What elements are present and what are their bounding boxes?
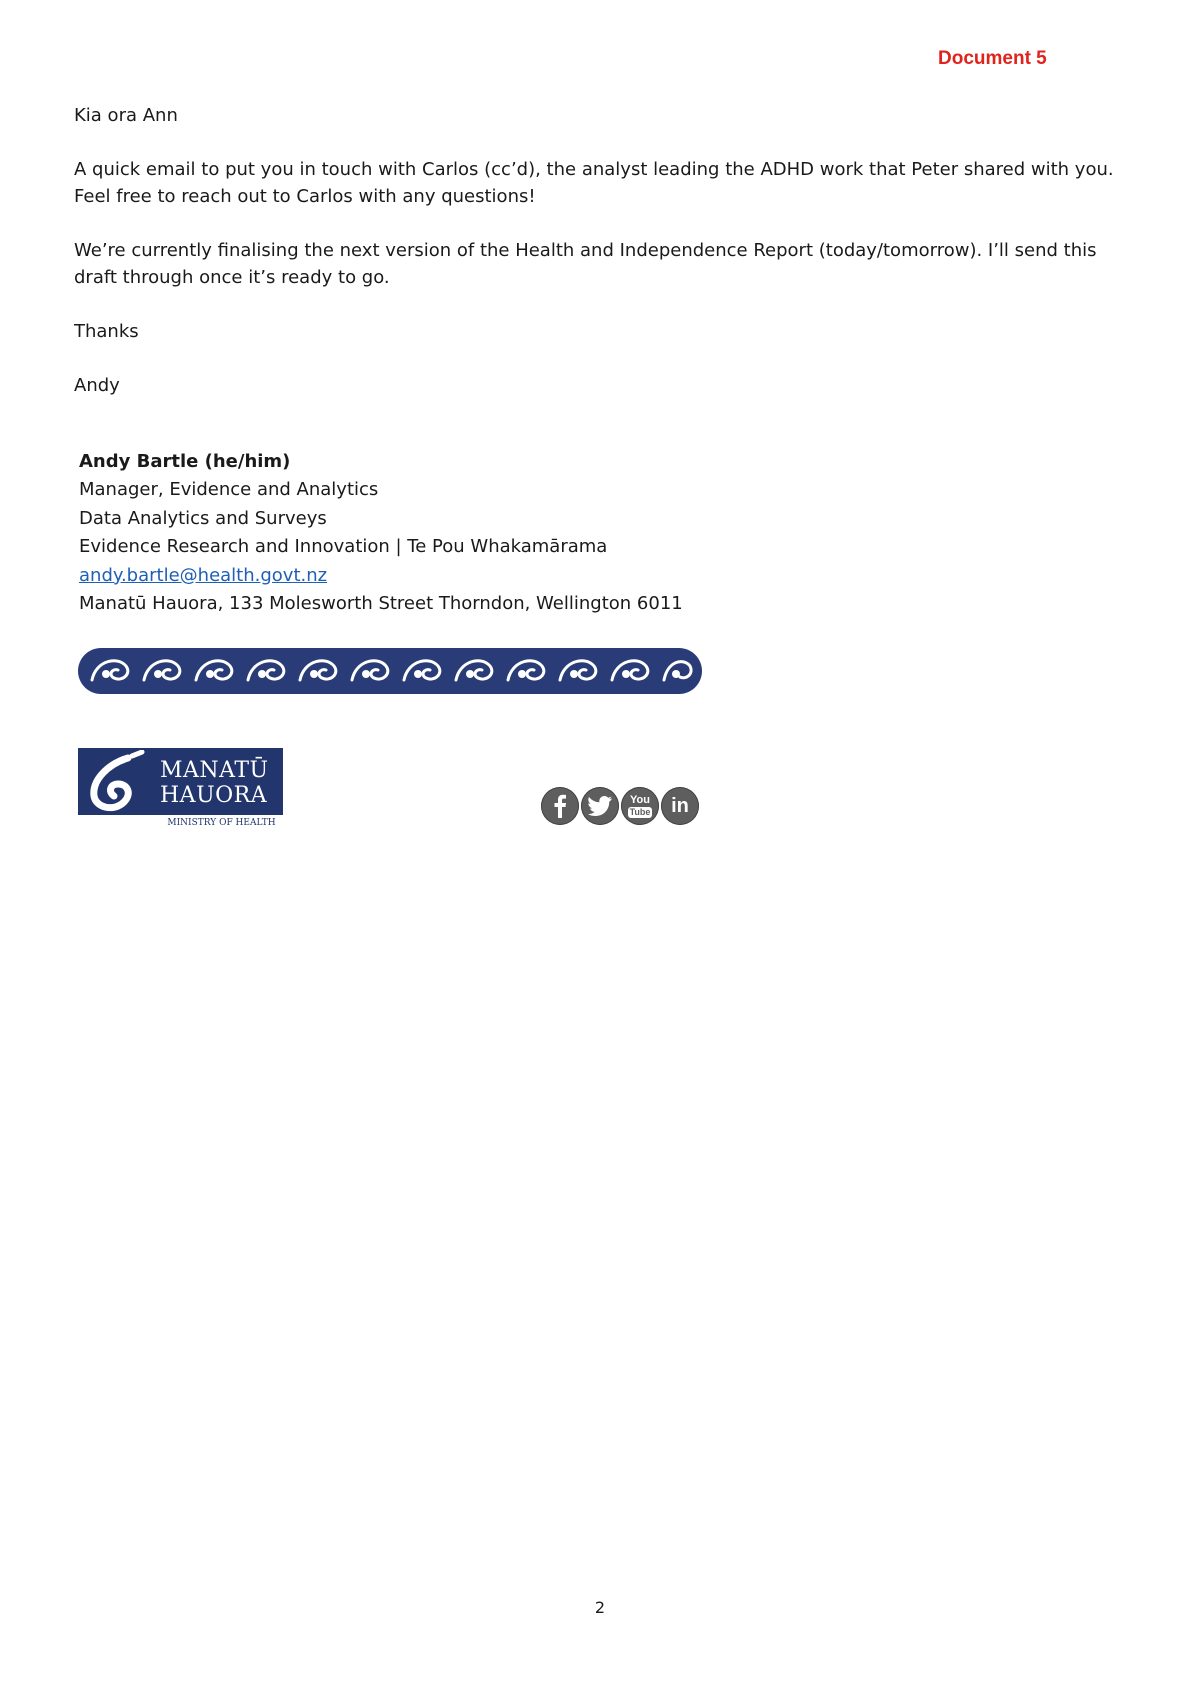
paragraph-1-line-1: A quick email to put you in touch with Carlos (cc’d), the analyst leading the ADHD work that Peter shared with you. xyxy=(74,159,1114,180)
twitter-icon[interactable] xyxy=(581,787,619,825)
paragraph-2-line-1: We’re currently finalising the next version of the Health and Independence Report (today/tomorrow). I’ll send this xyxy=(74,240,1097,261)
youtube-label-top: You xyxy=(630,793,650,806)
logo-line-2: HAUORA xyxy=(160,783,268,808)
page-number: 2 xyxy=(594,1598,606,1617)
youtube-icon[interactable] xyxy=(621,787,659,825)
email-body xyxy=(74,102,1124,399)
logo-background xyxy=(78,748,283,815)
greeting: Kia ora Ann xyxy=(74,105,178,126)
signature-address: Manatū Hauora, 133 Molesworth Street Thorndon, Wellington 6011 xyxy=(79,593,683,615)
linkedin-icon[interactable] xyxy=(661,787,699,825)
logo-subtitle: MINISTRY OF HEALTH xyxy=(167,818,276,828)
signature-team: Data Analytics and Surveys xyxy=(79,507,327,529)
signature-email-link[interactable]: andy.bartle@health.govt.nz xyxy=(79,564,328,586)
kowhaiwhai-pattern-image xyxy=(78,644,702,698)
youtube-label-bottom: Tube xyxy=(629,806,651,817)
email-signature xyxy=(79,448,799,618)
signature-title: Manager, Evidence and Analytics xyxy=(79,479,379,501)
facebook-icon[interactable] xyxy=(541,787,579,825)
document-label: Document 5 xyxy=(938,48,1047,69)
closing-thanks: Thanks xyxy=(74,321,139,342)
signature-name: Andy Bartle (he/him) xyxy=(79,451,291,472)
koru-swirl-icon xyxy=(82,750,162,814)
logo-line-1: MANATŪ xyxy=(160,758,269,783)
paragraph-1-line-2: Feel free to reach out to Carlos with any questions! xyxy=(74,186,536,207)
linkedin-label: in xyxy=(671,794,689,817)
signature-division: Evidence Research and Innovation | Te Pou Whakamārama xyxy=(79,536,608,558)
manatu-hauora-logo xyxy=(78,748,283,832)
sender-first-name: Andy xyxy=(74,375,120,396)
paragraph-2-line-2: draft through once it’s ready to go. xyxy=(74,267,390,288)
